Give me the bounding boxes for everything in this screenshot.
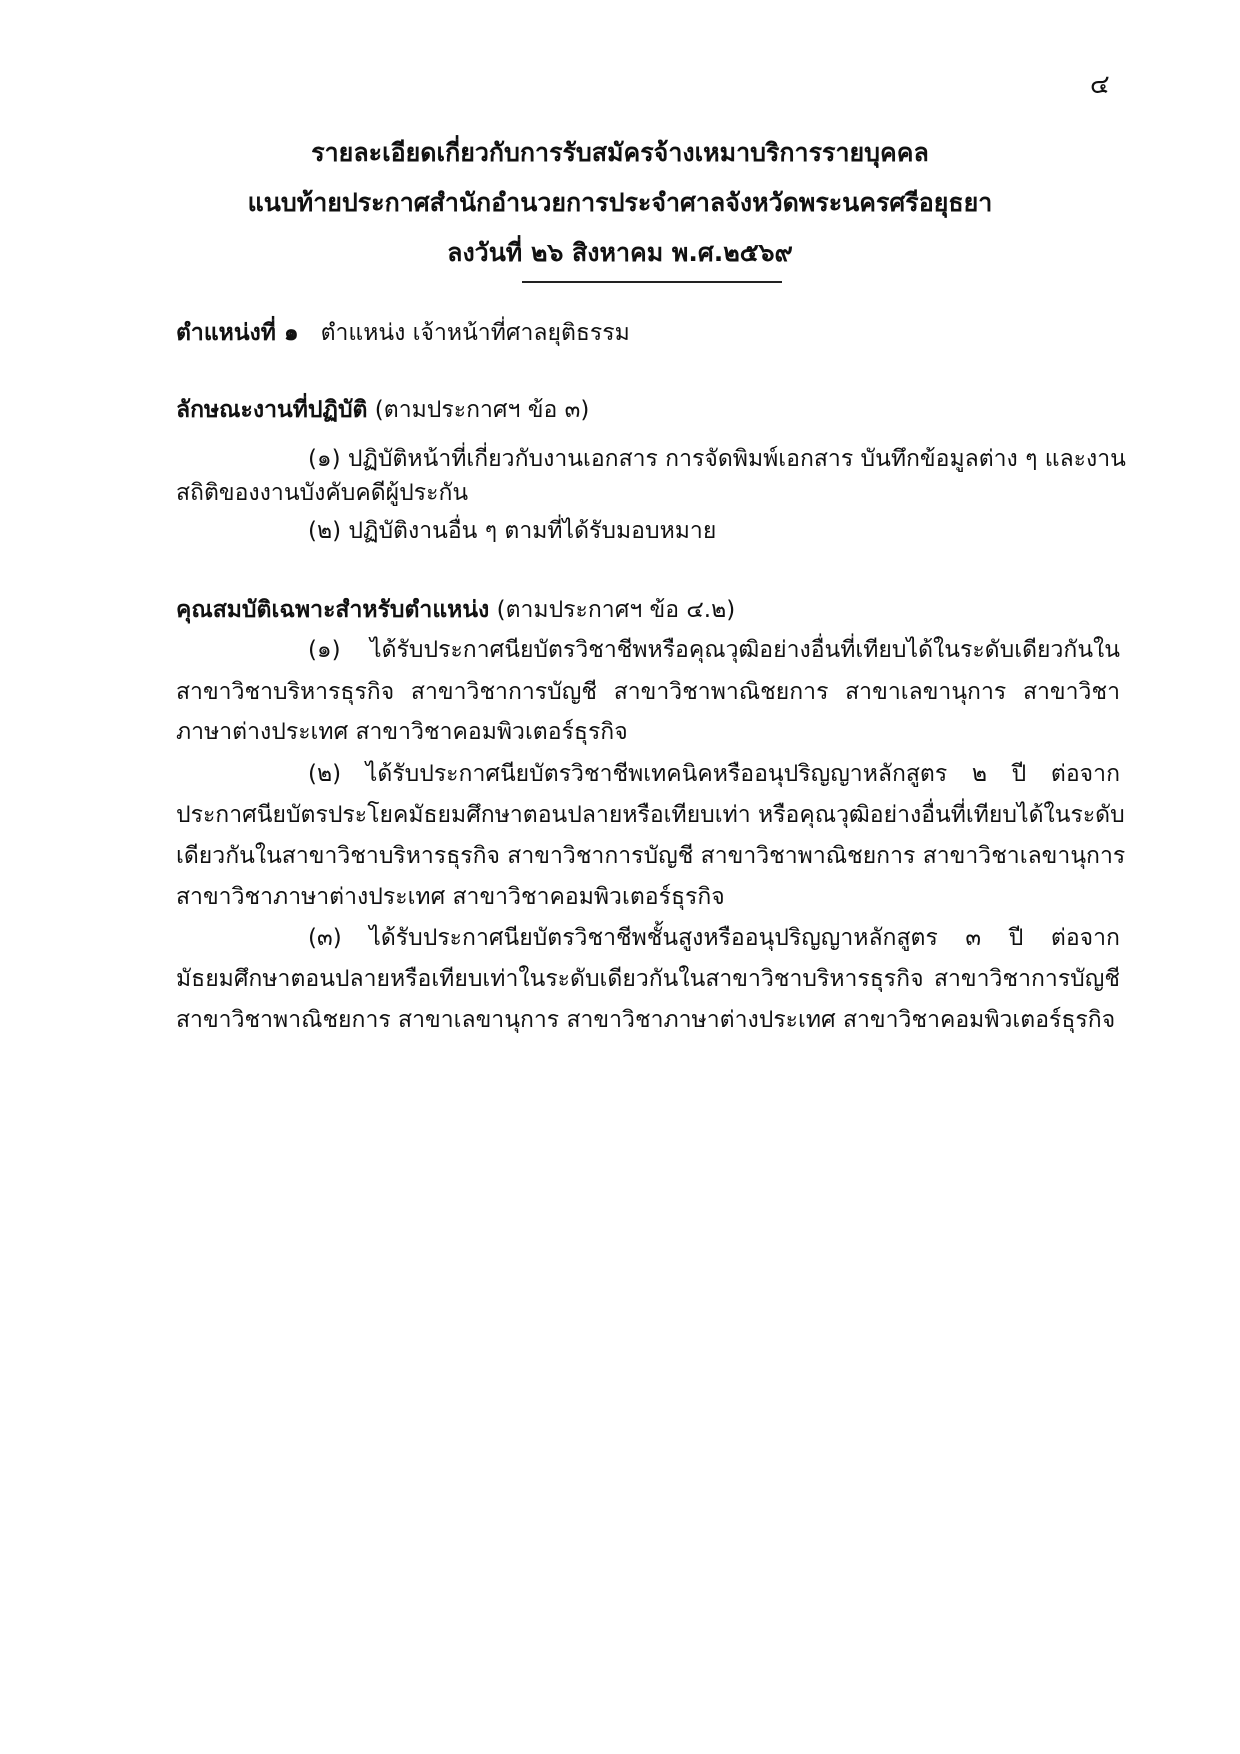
- title-line-1: รายละเอียดเกี่ยวกับการรับสมัครจ้างเหมาบริการรายบุคคล: [311, 138, 929, 167]
- qualification-item-3-line-1: (๓) ได้รับประกาศนียบัตรวิชาชีพชั้นสูงหรืออนุปริญญาหลักสูตร ๓ ปี ต่อจาก: [308, 925, 1120, 951]
- qualification-item-2-line-2: ประกาศนียบัตรประโยคมัธยมศึกษาตอนปลายหรือเทียบเท่า หรือคุณวุฒิอย่างอื่นที่เทียบได้ในระดับ: [176, 802, 1125, 828]
- qualification-item-2-line-1: (๒) ได้รับประกาศนียบัตรวิชาชีพเทคนิคหรืออนุปริญญาหลักสูตร ๒ ปี ต่อจาก: [308, 761, 1120, 787]
- title-divider: [522, 281, 782, 283]
- position-label: ตำแหน่งที่ ๑: [176, 320, 299, 346]
- qualification-item-3-line-3: สาขาวิชาพาณิชยการ สาขาเลขานุการ สาขาวิชาภาษาต่างประเทศ สาขาวิชาคอมพิวเตอร์ธุรกิจ: [176, 1007, 1116, 1033]
- position-value: ตำแหน่ง เจ้าหน้าที่ศาลยุติธรรม: [320, 320, 630, 346]
- qualification-item-1-line-3: ภาษาต่างประเทศ สาขาวิชาคอมพิวเตอร์ธุรกิจ: [176, 719, 628, 745]
- document-title: [0, 128, 1240, 278]
- duties-ref: (ตามประกาศฯ ข้อ ๓): [374, 397, 590, 423]
- qualification-item-3-line-2: มัธยมศึกษาตอนปลายหรือเทียบเท่าในระดับเดียวกันในสาขาวิชาบริหารธุรกิจ สาขาวิชาการบัญชี: [176, 966, 1120, 992]
- qualification-item-1-line-2: สาขาวิชาบริหารธุรกิจ สาขาวิชาการบัญชี สาขาวิชาพาณิชยการ สาขาเลขานุการ สาขาวิชา: [176, 679, 1120, 705]
- qualifications-heading-line: [176, 592, 1120, 628]
- page-number: ๔: [1090, 70, 1110, 100]
- title-line-3: ลงวันที่ ๒๖ สิงหาคม พ.ศ.๒๕๖๙: [447, 238, 793, 267]
- qualifications-heading: คุณสมบัติเฉพาะสำหรับตำแหน่ง: [176, 597, 490, 623]
- title-line-2: แนบท้ายประกาศสำนักอำนวยการประจำศาลจังหวัดพระนครศรีอยุธยา: [247, 188, 993, 217]
- qualification-item-1-line-1: (๑) ได้รับประกาศนียบัตรวิชาชีพหรือคุณวุฒิอย่างอื่นที่เทียบได้ในระดับเดียวกันใน: [308, 637, 1120, 663]
- duties-heading: ลักษณะงานที่ปฏิบัติ: [176, 397, 368, 423]
- duty-item-2-line-1: (๒) ปฏิบัติงานอื่น ๆ ตามที่ได้รับมอบหมาย: [308, 518, 717, 544]
- duty-item-1-line-1: (๑) ปฏิบัติหน้าที่เกี่ยวกับงานเอกสาร การจัดพิมพ์เอกสาร บันทึกข้อมูลต่าง ๆ และงาน: [308, 446, 1126, 472]
- qualification-item-2-line-3: เดียวกันในสาขาวิชาบริหารธุรกิจ สาขาวิชาการบัญชี สาขาวิชาพาณิชยการ สาขาวิชาเลขานุการ: [176, 843, 1126, 869]
- duty-item-1-line-2: สถิติของงานบังคับคดีผู้ประกัน: [176, 480, 469, 506]
- qualification-item-2-line-4: สาขาวิชาภาษาต่างประเทศ สาขาวิชาคอมพิวเตอร์ธุรกิจ: [176, 884, 725, 910]
- position-line: [176, 315, 1120, 351]
- duties-heading-line: [176, 392, 1120, 428]
- qualifications-ref: (ตามประกาศฯ ข้อ ๔.๒): [496, 597, 736, 623]
